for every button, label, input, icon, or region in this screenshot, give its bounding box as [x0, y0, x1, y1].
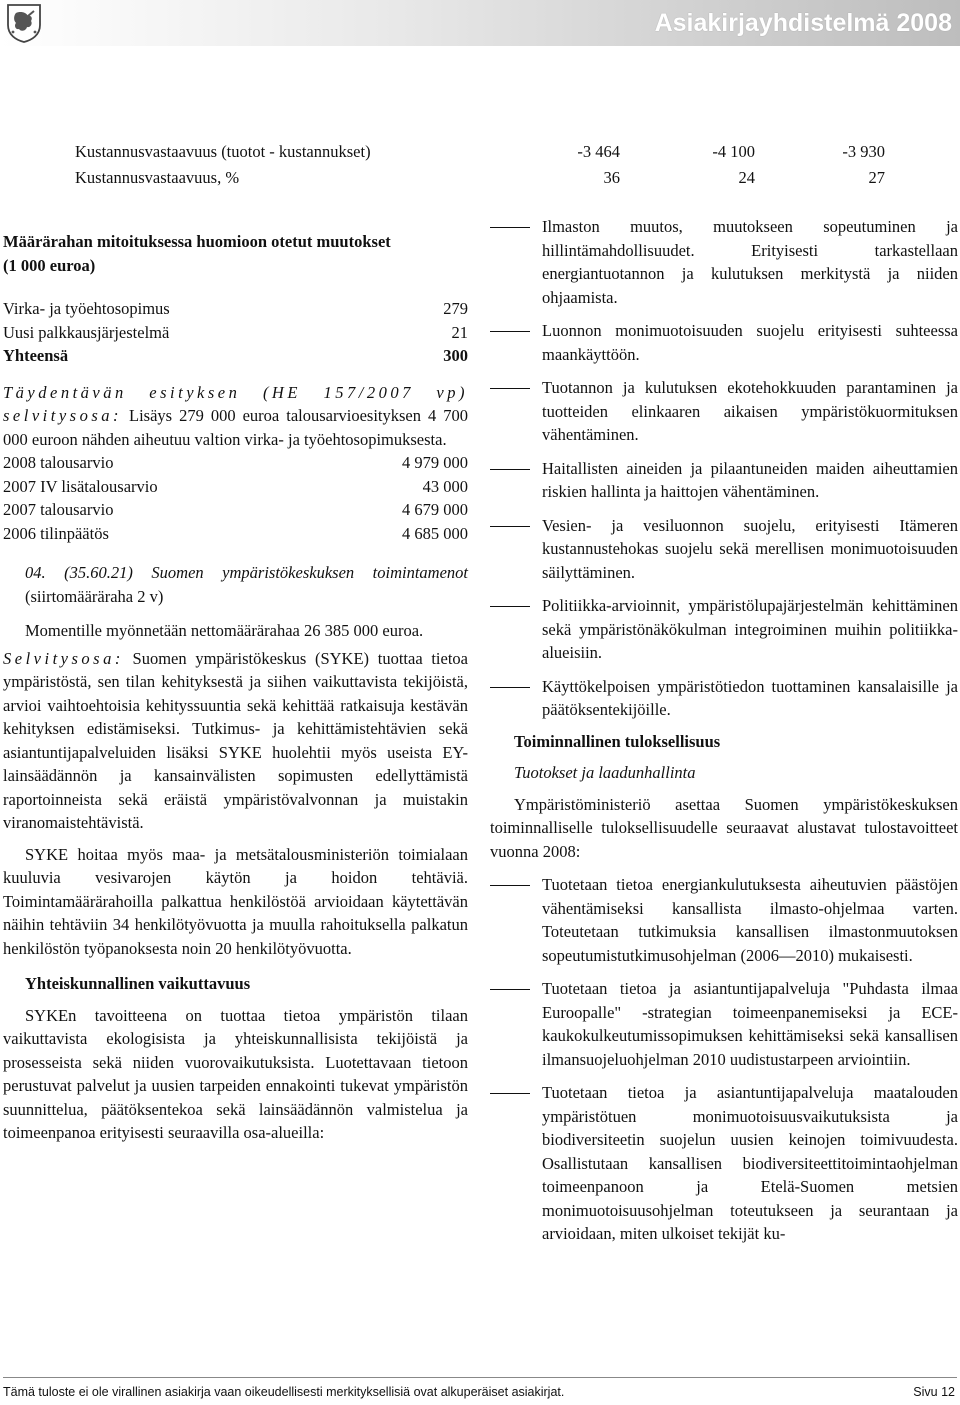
change-row: Virka- ja työehtosopimus 279 — [3, 299, 468, 318]
coat-of-arms-icon — [6, 3, 42, 43]
changes-unit: (1 000 euroa) — [3, 255, 96, 275]
syke-paragraph: SYKE hoitaa myös maa- ja metsätalousministeriön toimialaan kuuluvia vesivarojen käytön ja hoidon tehtäviä. Toimintamäärärahoilla palkattua henkilöstöä arvioidaan käytettävän näihin tehtäviin 34 henkilötyövuotta ja muulla rahoituksella palkatun henkilöstön työpanoksesta noin 20 henkilötyövuotta. — [3, 844, 468, 958]
budget-row: 2007 IV lisätalousarvio 43 000 — [3, 476, 468, 496]
list-item: Tuotannon ja kulutuksen ekotehokkuuden parantaminen ja tuotteiden elinkaaren aikaisen ympäristökuormituksen vähentäminen. — [542, 378, 958, 444]
list-item: Luonnon monimuotoisuuden suojelu erityisesti suhteessa maankäyttöön. — [542, 321, 958, 364]
result-intro: Ympäristöministeriö asettaa Suomen ympäristökeskuksen toiminnalliselle tuloksellisuudelle seuraavat alustavat tulostavoitteet vuonna 2008: — [490, 794, 958, 861]
summary-label: Kustannusvastaavuus (tuotot - kustannukset) — [75, 142, 371, 161]
footer — [3, 1384, 957, 1400]
list-item: Haitallisten aineiden ja pilaantuneiden maiden aiheuttamien riskien hallinta ja haittojen vähentäminen. — [542, 458, 958, 501]
summary-value: 36 — [603, 168, 620, 187]
result-heading: Toiminnallinen tuloksellisuus — [514, 731, 721, 751]
changes-title: Määrärahan mitoituksessa huomioon otetut muutokset — [3, 232, 391, 251]
document-title: Asiakirjayhdistelmä 2008 — [654, 9, 952, 37]
left-column — [3, 230, 468, 1145]
summary-value: 27 — [868, 168, 885, 187]
selvitys-paragraph: Selvitysosa: Suomen ympäristökeskus (SYKE) tuottaa tietoa ympäristöstä, sen tilan kehityksestä ja siihen vaikuttavista tekijöistä, arvioi vaihtoehtoisia kehityssuuntia sekä kehittää ratkaisuja kestävän kehityksen edistämiseksi. Tutkimus- ja kehittämistehtävien sekä asiantuntijapalveluiden lisäksi SYKE huolehtii myös useista EY-lainsäädännön ja kansainvälisten sopimusten edellyttämistä raportoinneista sekä eräistä ympäristövalvonnan ja muistakin viranomaistehtävistä. — [3, 648, 468, 832]
right-column — [490, 215, 958, 1246]
footer-divider — [3, 1377, 957, 1378]
list-item: Käyttökelpoisen ympäristötiedon tuottaminen kansalaisille ja päätöksentekijöille. — [542, 676, 958, 719]
item-heading: 04. (35.60.21) Suomen ympäristökeskuksen toimintamenot (siirtomääräraha 2 v) — [25, 563, 468, 606]
header-band — [0, 0, 960, 46]
budget-row: 2006 tilinpäätös 4 685 000 — [3, 523, 468, 543]
footer-notice: Tämä tuloste ei ole virallinen asiakirja vaan oikeudellisesti merkityksellisiä ovat alkuperäiset asiakirjat. — [3, 1385, 565, 1399]
list-item: Tuotetaan tietoa ja asiantuntijapalveluja "Puhdasta ilmaa Euroopalle" -strategian toimeenpanemiseksi ja ECE-kaukokulkeutumissopimuksen kehittämiseksi sekä kansallisen ilmansuojeluohjelman 2010 uudistustarpeen arviointiin. — [542, 979, 958, 1069]
change-row: Uusi palkkausjärjestelmä 21 — [3, 322, 468, 342]
budget-row: 2008 talousarvio 4 979 000 — [3, 453, 468, 472]
summary-value: -3 464 — [577, 142, 620, 161]
list-item: Vesien- ja vesiluonnon suojelu, erityisesti Itämeren kustannustehokas suojelu sekä merellisen monimuotoisuuden säilyttäminen. — [542, 515, 958, 582]
supplement-paragraph: Täydentävän esityksen (HE 157/2007 vp) selvitysosa: Lisäys 279 000 euroa talousarvioesityksen 4 700 000 euroon nähden aiheutuu valtion virka- ja työehtosopimuksesta. — [3, 382, 468, 449]
list-item: Ilmaston muutos, muutokseen sopeutuminen ja hillintämahdollisuudet. Erityisesti tarkastellaan energiantuotannon ja kulutuksen merkitystä ja niiden ohjaamista. — [542, 217, 958, 307]
impact-paragraph: SYKEn tavoitteena on tuottaa tietoa ympäristön tilaan vaikuttavista ekologisista ja yhteiskunnallisista tekijöistä ja prosesseista sekä niiden vuorovaikutuksista. Luotettavaan tietoon perustuvat palvelut ja uusien tarpeiden ennakointi tukevat ympäristön suunnittelua, päätöksentekoa sekä lainsäädännön valmistelua ja toimeenpanoa erityisesti seuraavilla osa-alueilla: — [3, 1005, 468, 1142]
budget-row: 2007 talousarvio 4 679 000 — [3, 500, 468, 519]
result-subheading: Tuotokset ja laadunhallinta — [514, 763, 696, 782]
list-item: Tuotetaan tietoa energiankulutuksesta aiheutuvien päästöjen vähentämiseksi kansallista ilmasto-ohjelmaa varten. Toteutetaan tutkimuksia kansallisen ilmastonmuutoksen sopeutumistutkimusohjelman (2006—2010) mukaisesti. — [542, 875, 958, 965]
list-item: Politiikka-arvioinnit, ympäristölupajärjestelmän kehittäminen sekä ympäristönäkökulman integroiminen muihin politiikka-alueisiin. — [542, 596, 958, 662]
summary-value: 24 — [738, 168, 755, 187]
summary-value: -4 100 — [712, 142, 755, 161]
total-row: Yhteensä 300 — [3, 346, 468, 365]
impact-heading: Yhteiskunnallinen vaikuttavuus — [25, 974, 251, 993]
page-number: Sivu 12 — [913, 1385, 955, 1399]
momentti-paragraph: Momentille myönnetään nettomäärärahaa 26 385 000 euroa. — [25, 621, 424, 640]
list-item: Tuotetaan tietoa ja asiantuntijapalveluja maatalouden ympäristötuen monimuotoisuusvaikutuksista ja biodiversiteetin suojelun uusien keinojen toimivuudesta. Osallistutaan kansallisen biodiversiteettitoimintaohjelman toimeenpanoon ja Etelä-Suomen metsien monimuotoisuusohjelman toteutukseen ja seurantaan ja arvioidaan, miten ulkoiset tekijät ku- — [542, 1083, 958, 1243]
summary-label: Kustannusvastaavuus, % — [75, 168, 240, 187]
summary-value: -3 930 — [842, 142, 885, 161]
